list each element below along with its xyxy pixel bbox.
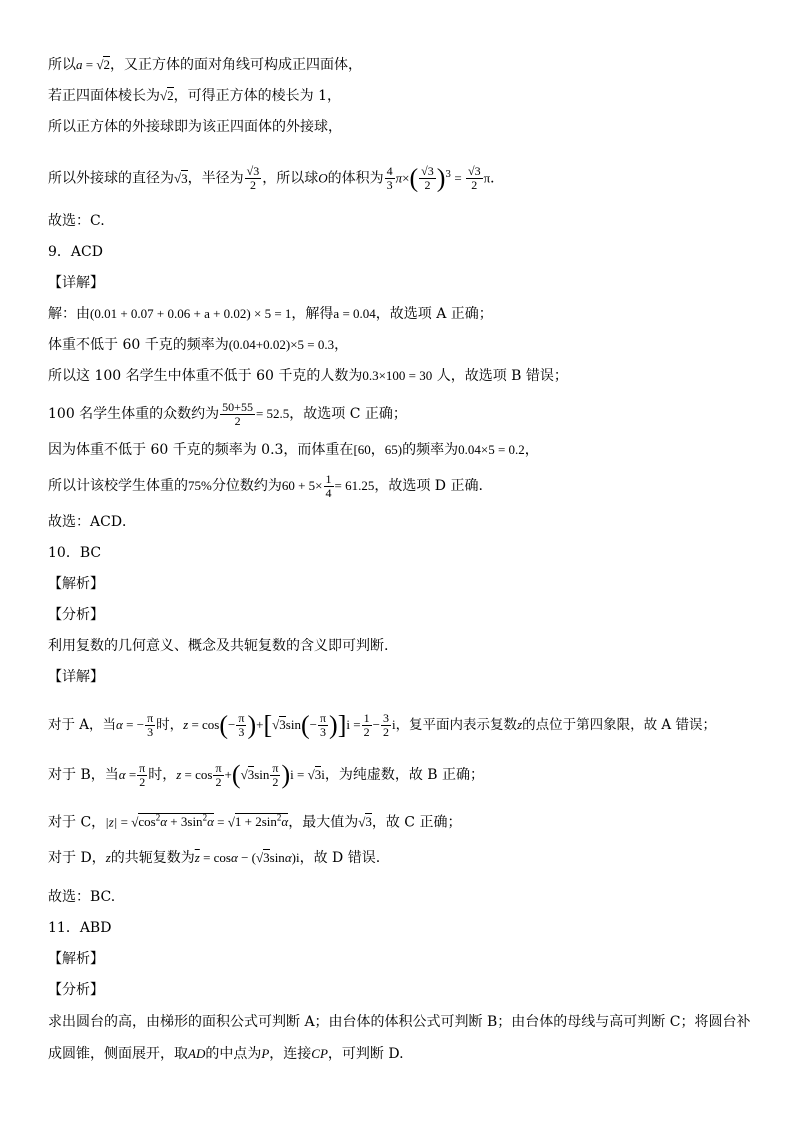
line-7: 【详解】 xyxy=(48,275,104,291)
line-29: 成圆锥，侧面展开，取AD的中点为P，连接CP，可判断 D. xyxy=(48,1046,404,1062)
line-22: 对于 C，$|z| = √\cos^2\alpha + 3\sin^2\alpha = √1 + 2\sin^2\alpha$，最大值为√3，故 C 正确； xyxy=(48,813,462,831)
line-28: 求出圆台的高，由梯形的面积公式可判断 A；由台体的体积公式可判断 B；由台体的母线与高可判断 C；将圆台补 xyxy=(48,1014,751,1030)
line-14: 故选：ACD． xyxy=(48,514,137,530)
line-6: 9．ACD xyxy=(48,244,103,260)
line-4: 所以外接球的直径为√3，半径为 $\frac{√3}{2}$ ，所以球O的体积为 $\frac{4}{3}$ π×( $\frac{√3}{2}$ )$^3$ = $\frac{√3}{2}$ π． xyxy=(48,163,505,193)
line-23: 对于 D，z的共轭复数为$\overline{z} = \cos\alpha - (√3\sin\alpha)i$，故 D 错误. xyxy=(48,850,381,866)
line-11: 100 名学生体重的众数约为 $\frac{50+55}{2}$ = 52.5，故选项 C 正确； xyxy=(48,399,407,428)
line-26: 【解析】 xyxy=(48,951,104,967)
line-9: 体重不低于 60 千克的频率为(0.04+0.02)×5 = 0.3， xyxy=(48,337,349,353)
line-8: 解：由(0.01 + 0.07 + 0.06 + a + 0.02) × 5 = 1，解得a = 0.04，故选项 A 正确； xyxy=(48,306,493,322)
line-3: 所以正方体的外接球即为该正四面体的外接球， xyxy=(48,119,342,135)
line-20: 对于 A，当α = − $\frac{\pi}{3}$ 时，z = cos(− $\frac{\pi}{3}$ )+[√3sin(− $\frac{\pi}{3}$ )]i = $\frac{1}{2}$ − $\frac{3}{2}$ i，复平面内表示复数z的点位于第四象限，故 A 错误； xyxy=(48,710,716,740)
line-15: 10．BC xyxy=(48,545,102,561)
line-1: 所以a = √2，又正方体的面对角线可构成正四面体， xyxy=(48,57,362,73)
line-27: 【分析】 xyxy=(48,982,104,998)
line-16: 【解析】 xyxy=(48,576,104,592)
line-2: 若正四面体棱长为√2，可得正方体的棱长为 1， xyxy=(48,88,341,104)
line-17: 【分析】 xyxy=(48,607,104,623)
line-12: 因为体重不低于 60 千克的频率为 0.3，而体重在[60，65)的频率为0.04×5 = 0.2， xyxy=(48,442,539,458)
line-25: 11．ABD xyxy=(48,920,112,936)
line-13: 所以计该校学生体重的75%分位数约为60 + 5× $\frac{1}{4}$ = 61.25，故选项 D 正确. xyxy=(48,471,483,500)
line-19: 【详解】 xyxy=(48,669,104,685)
line-21: 对于 B，当α = $\frac{\pi}{2}$ 时，z = cos $\frac{\pi}{2}$ +(√3sin $\frac{\pi}{2}$ )i = √3i，为纯虚数，故 B 正确； xyxy=(48,760,485,789)
line-5: 故选：C. xyxy=(48,213,105,229)
line-10: 所以这 100 名学生中体重不低于 60 千克的人数为0.3×100 = 30 人，故选项 B 错误； xyxy=(48,368,568,384)
line-24: 故选：BC. xyxy=(48,889,116,905)
line-18: 利用复数的几何意义、概念及共轭复数的含义即可判断. xyxy=(48,638,389,654)
